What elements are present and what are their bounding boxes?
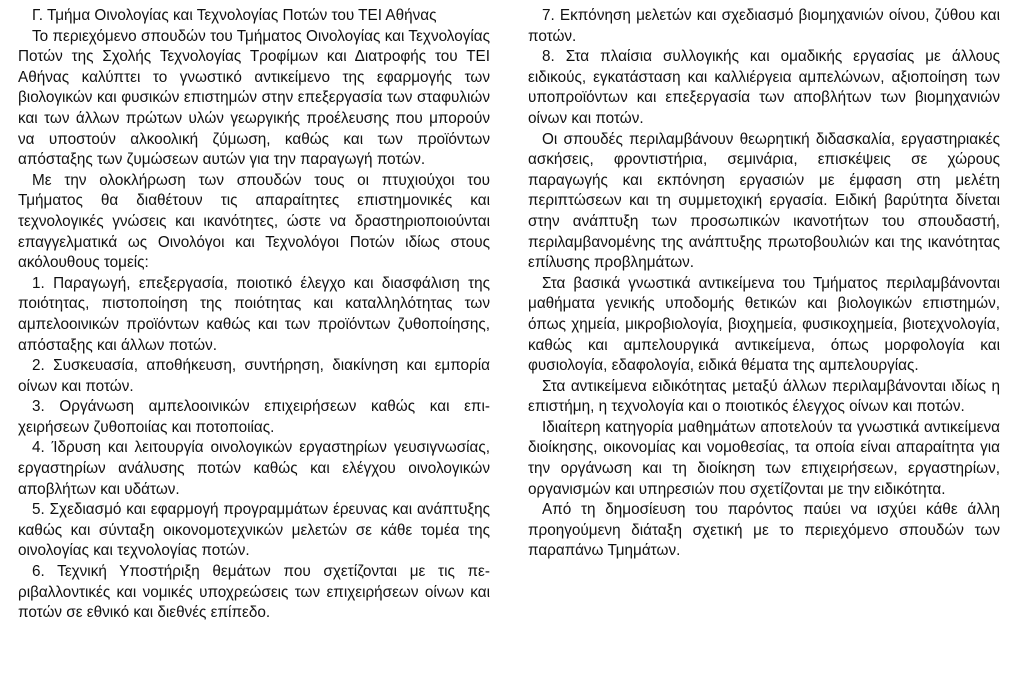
list-item-3: 3. Οργάνωση αμπελοοινικών επιχειρήσεων καθώς και επιχειρήσεων ζυθοποιίας και ποτοποιίας. — [18, 398, 490, 436]
paragraph-curriculum-scope: Το περιεχόμενο σπουδών του Τμήματος Οινολογίας και Τεχνολογίας Ποτών της Σχολής Τεχνολογίας Τροφίμων και Διατροφής του ΤΕΙ Αθήνας καλύπτει το γνωστικό αντικείμενο της εφαρμογής των βιολογικών και φυσικών επιστημών στην επεξεργασία των σταφυλιών και των άλλων πρώτων υλών γεωργικής προέλευσης που μπορούν να υποστούν αλκοολική ζύμωση, καθώς και των προϊόντων απόσταξης των ζυμώσεων αυτών για την παραγωγή ποτών. — [18, 27, 490, 169]
list-item-2: 2. Συσκευασία, αποθήκευση, συντήρηση, διακίνηση και εμπορία οίνων και ποτών. — [18, 357, 490, 395]
list-item-4: 4. Ίδρυση και λειτουργία οινολογικών εργαστηρίων γευσιγνωσίας, εργαστηρίων ανάλυσης ποτών καθώς και ελέγχου οινολογικών αποβλήτων και υδάτων. — [18, 439, 490, 498]
paragraph-graduate-skills: Με την ολοκλήρωση των σπουδών τους οι πτυχιούχοι του Τμήματος θα διαθέτουν τις απαραίτητες επιστημονικές και τεχνολογικές γνώσεις και ικανότητες, ώστε να δραστηριοποιούνται επαγγελματικά ως Οινολόγοι και Τεχνολόγοι Ποτών ιδίως στους ακόλουθους τομείς: — [18, 171, 490, 272]
left-column — [18, 6, 490, 693]
paragraph-management-subjects: Ιδιαίτερη κατηγορία μαθημάτων αποτελούν τα γνωστικά αντικείμενα διοίκησης, οικονομίας και νομοθεσίας, τα οποία είναι απαραίτητα για την οργάνωση και τη διοίκηση των επιχειρήσεων, εργαστηρίων, οργανισμών και υπηρεσιών που σχετίζονται με την ειδικότητα. — [528, 418, 1000, 498]
list-item-6: 6. Τεχνική Υποστήριξη θεμάτων που σχετίζονται με τις περιβαλλοντικές και νομικές υποχρεώσεις των επιχειρήσεων οίνων και ποτών σε εθνικό και διεθνές επίπεδο. — [18, 563, 490, 622]
paragraph-repeal-clause: Από τη δημοσίευση του παρόντος παύει να ισχύει κάθε άλλη προηγούμενη διάταξη σχετική με το περιεχόμενο σπουδών των παραπάνω Τμημάτων. — [528, 501, 1000, 560]
list-item-8: 8. Στα πλαίσια συλλογικής και ομαδικής εργασίας με άλλους ειδικούς, εγκατάσταση και καλλιέργεια αμπελώνων, αξιοποίηση των υποπροϊόντων και επεξεργασία των αποβλήτων των βιομηχανιών οίνων και ποτών. — [528, 48, 1000, 127]
list-item-1: 1. Παραγωγή, επεξεργασία, ποιοτικό έλεγχο και διασφάλιση της ποιότητας, πιστοποίηση της ποιότητας και καταλληλότητας των αμπελοοινικών προϊόντων καθώς και των προϊόντων ζυθοποίησης, απόσταξης και άλλων ποτών. — [18, 274, 490, 354]
right-column — [528, 6, 1000, 693]
paragraph-core-subjects: Στα βασικά γνωστικά αντικείμενα του Τμήματος περιλαμβάνονται μαθήματα γενικής υποδομής θετικών και βιολογικών επιστημών, όπως χημεία, μικροβιολογία, βιοχημεία, φυσικοχημεία, βιοτεχνολογία, καθώς και αμπελουργικά αντικείμενα, όπως μορφολογία και φυσιολογία, εδαφολογία, ειδικά θέματα της αμπελουργίας. — [528, 274, 1000, 375]
list-item-5: 5. Σχεδιασμό και εφαρμογή προγραμμάτων έρευνας και ανάπτυξης καθώς και σύνταξη οικονομοτεχνικών μελετών σε κάθε τομέα της οινολογίας και τεχνολογίας ποτών. — [18, 501, 490, 560]
list-item-7: 7. Εκπόνηση μελετών και σχεδιασμό βιομηχανιών οίνου, ζύθου και ποτών. — [528, 7, 1000, 45]
paragraph-specialty-subjects: Στα αντικείμενα ειδικότητας μεταξύ άλλων περιλαμβάνονται ιδίως η επιστήμη, η τεχνολογία και ο ποιοτικός έλεγχος οίνων και ποτών. — [528, 377, 1000, 416]
paragraph-teaching-methods: Οι σπουδές περιλαμβάνουν θεωρητική διδασκαλία, εργαστηριακές ασκήσεις, φροντιστήρια, σεμινάρια, επισκέψεις σε χώρους παραγωγής και εκπόνηση εργασιών με έμφαση στη μελέτη περιπτώσεων και τη συμμετοχική εργασία. Ειδική βαρύτητα δίνεται στην ανάπτυξη των προσωπικών ικανοτήτων του σπουδαστή, περιλαμβανομένης της ανάπτυξης πρωτοβουλιών και της ικανότητας επίλυσης προβλημάτων. — [528, 130, 1000, 272]
section-heading: Γ. Τμήμα Οινολογίας και Τεχνολογίας Ποτών του ΤΕΙ Αθήνας — [32, 7, 437, 24]
